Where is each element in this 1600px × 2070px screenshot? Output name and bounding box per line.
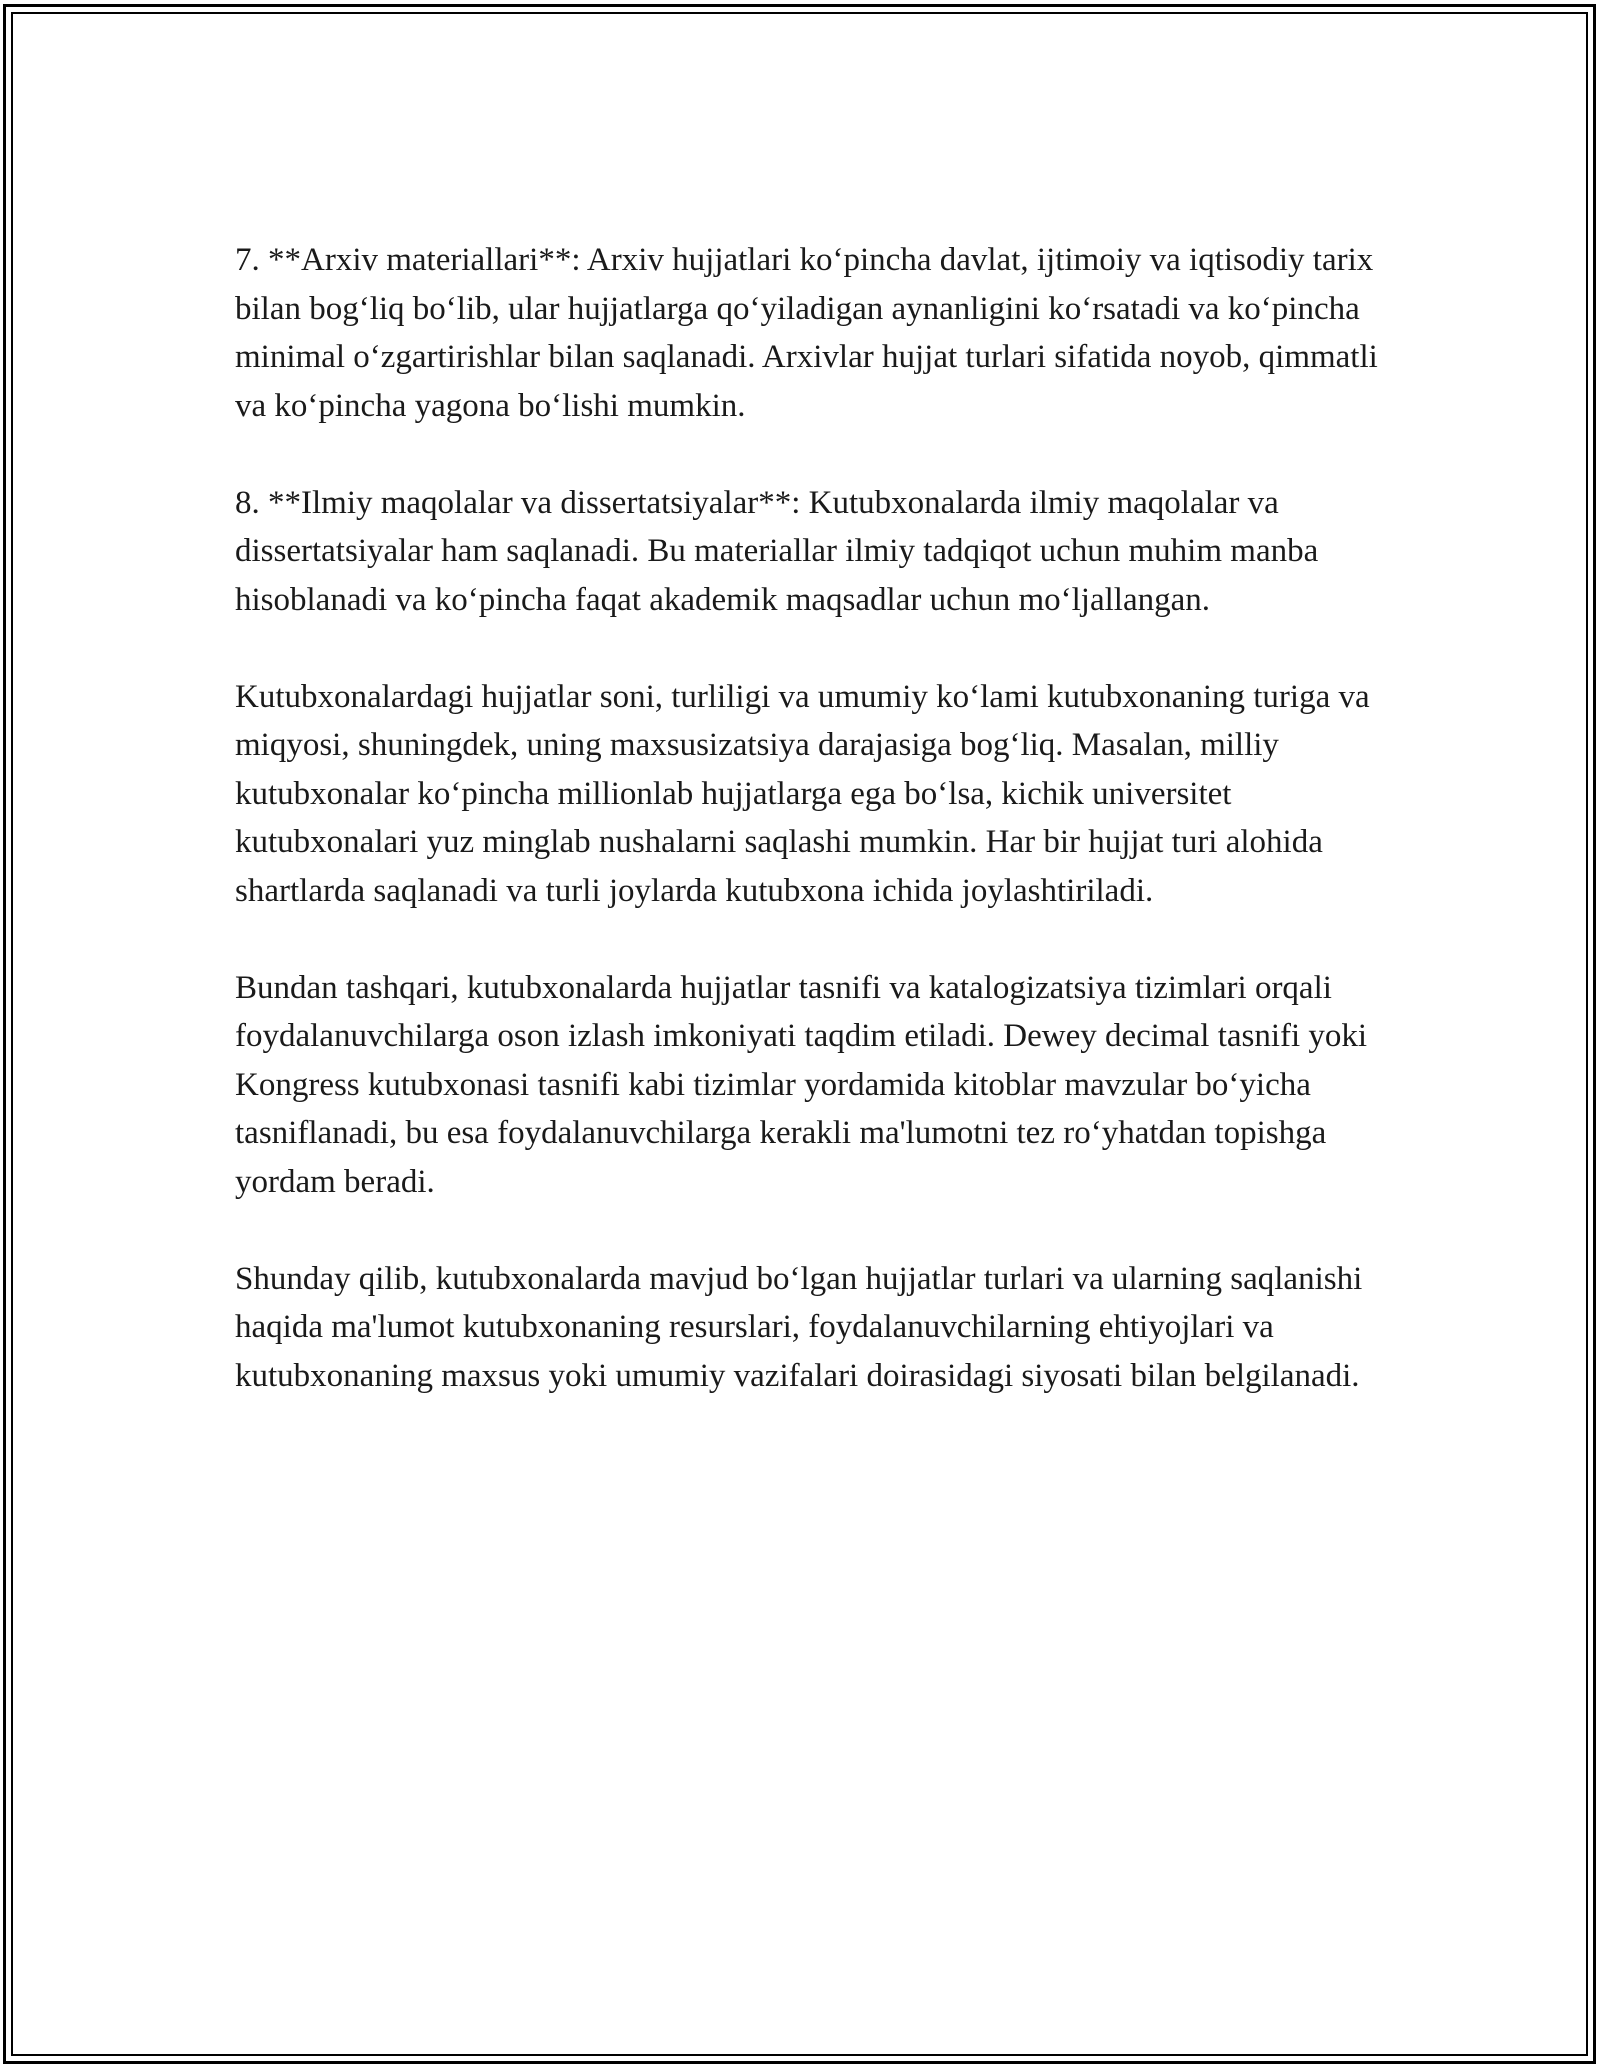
- paragraph-scientific-articles: 8. **Ilmiy maqolalar va dissertatsiyalar**: Kutubxonalarda ilmiy maqolalar va dissertatsiyalar ham saqlanadi. Bu materiallar ilmiy tadqiqot uchun muhim manba hisoblanadi va ko‘pincha faqat akademik maqsadlar uchun mo‘ljallangan.: [235, 484, 1319, 618]
- paragraph-classification-systems: Bundan tashqari, kutubxonalarda hujjatlar tasnifi va katalogizatsiya tizimlari orqali foydalanuvchilarga oson izlash imkoniyati taqdim etiladi. Dewey decimal tasnifi yoki Kongress kutubxonasi tasnifi kabi tizimlar yordamida kitoblar mavzular bo‘yicha tasniflanadi, bu esa foydalanuvchilarga kerakli ma'lumotni tez ro‘yhatdan topishga yordam beradi.: [235, 969, 1368, 1200]
- paragraph-conclusion: Shunday qilib, kutubxonalarda mavjud bo‘lgan hujjatlar turlari va ularning saqlanishi haqida ma'lumot kutubxonaning resurslari, foydalanuvchilarning ehtiyojlari va kutubxonaning maxsus yoki umumiy vazifalari doirasidagi siyosati bilan belgilanadi.: [235, 1260, 1363, 1394]
- paragraph-archive-materials: 7. **Arxiv materiallari**: Arxiv hujjatlari ko‘pincha davlat, ijtimoiy va iqtisodiy tarix bilan bog‘liq bo‘lib, ular hujjatlarga qo‘yiladigan aynanligini ko‘rsatadi va ko‘pincha minimal o‘zgartirishlar bilan saqlanadi. Arxivlar hujjat turlari sifatida noyob, qimmatli va ko‘pincha yagona bo‘lishi mumkin.: [235, 242, 1378, 424]
- document-body: [235, 236, 1385, 1400]
- paragraph-library-documents-count: Kutubxonalardagi hujjatlar soni, turliligi va umumiy ko‘lami kutubxonaning turiga va miqyosi, shuningdek, uning maxsusizatsiya darajasiga bog‘liq. Masalan, milliy kutubxonalar ko‘pincha millionlab hujjatlarga ega bo‘lsa, kichik universitet kutubxonalari yuz minglab nushalarni saqlashi mumkin. Har bir hujjat turi alohida shartlarda saqlanadi va turli joylarda kutubxona ichida joylashtiriladi.: [235, 678, 1370, 909]
